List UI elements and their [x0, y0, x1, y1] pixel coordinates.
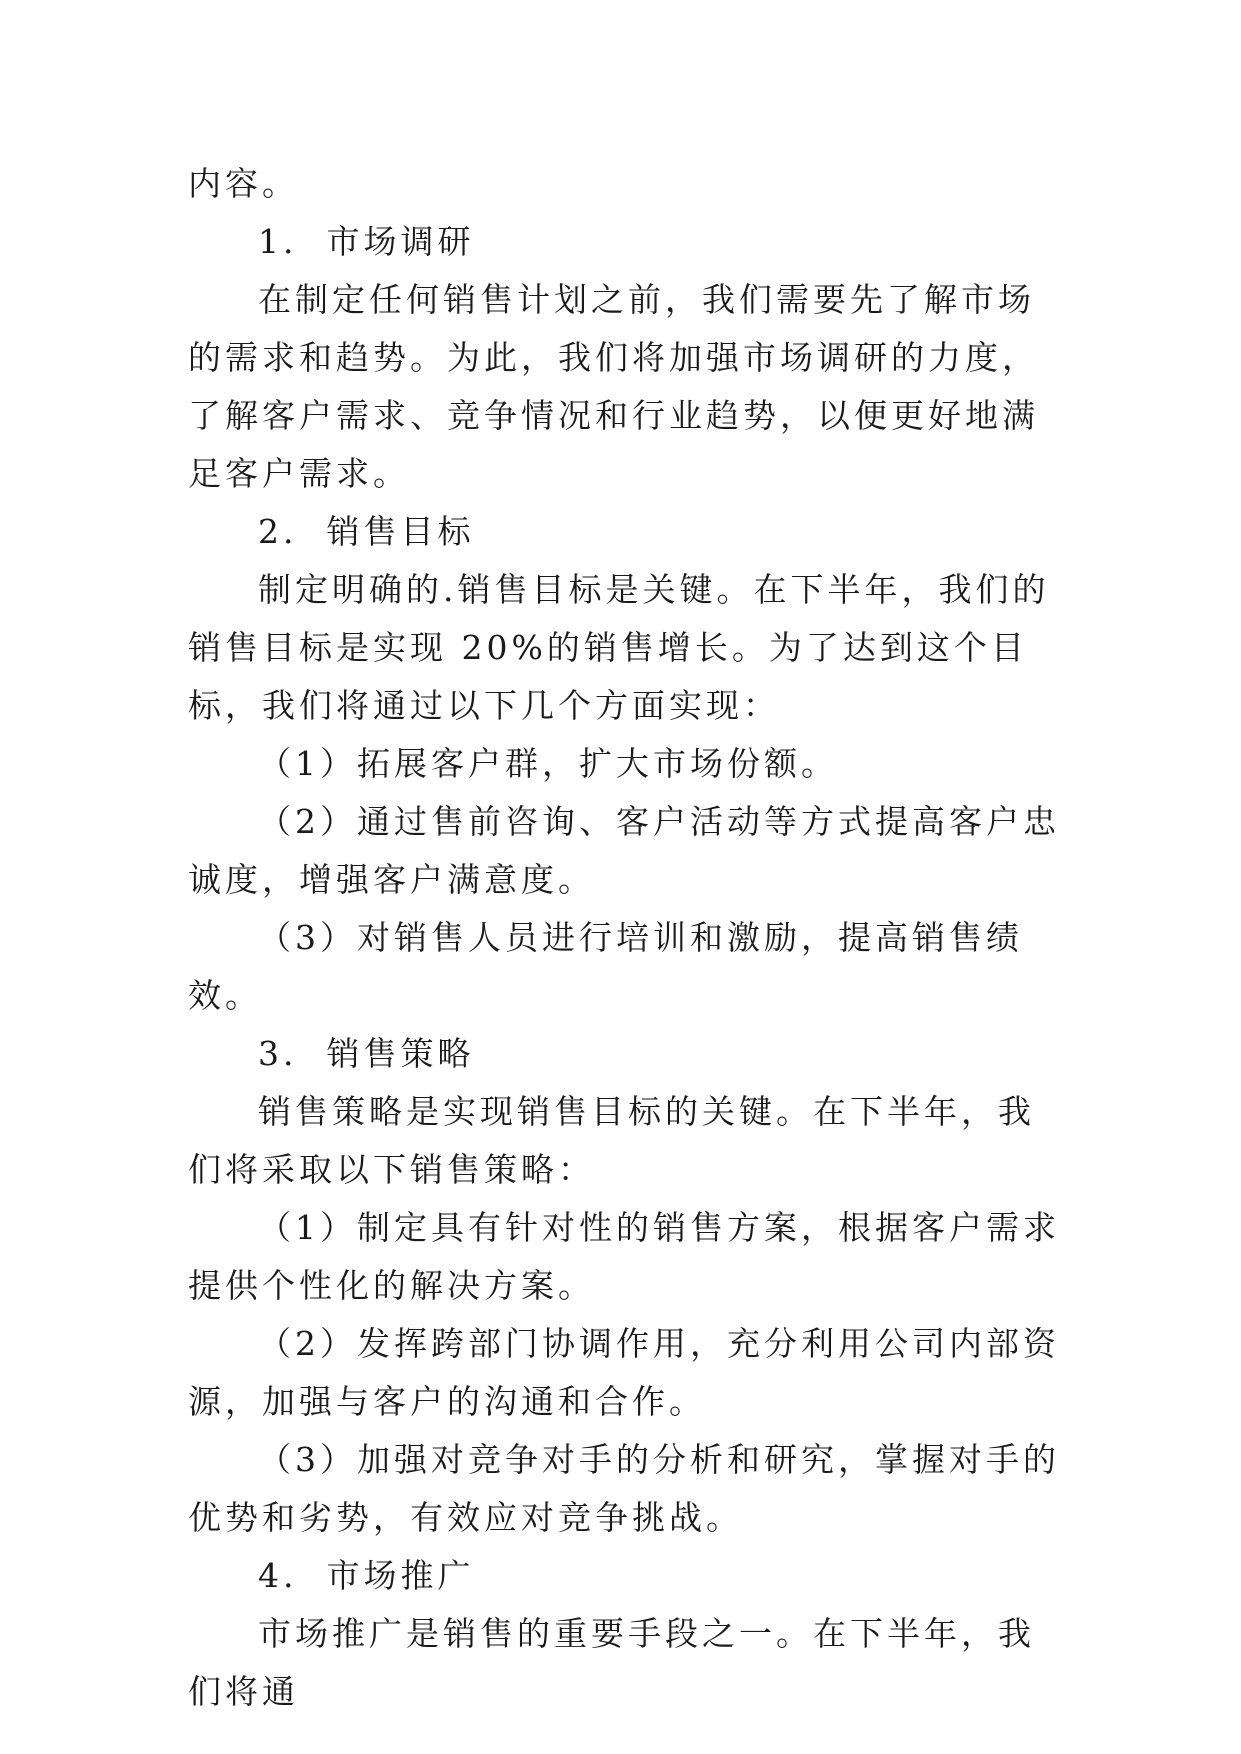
heading-sales-strategy: 3. 销售策略: [258, 1034, 475, 1073]
list-item-target-2: （2）通过售前咨询、客户活动等方式提高客户忠诚度，增强客户满意度。: [188, 802, 1060, 899]
list-item-target-1: （1）拓展客户群，扩大市场份额。: [258, 744, 838, 783]
list-item-strategy-2: （2）发挥跨部门协调作用，充分利用公司内部资源，加强与客户的沟通和合作。: [188, 1324, 1060, 1421]
list-item-strategy-1: （1）制定具有针对性的销售方案，根据客户需求提供个性化的解决方案。: [188, 1208, 1060, 1305]
document-body: [188, 155, 1068, 1721]
heading-sales-target: 2. 销售目标: [258, 512, 475, 551]
paragraph-continuation: 内容。: [188, 164, 299, 203]
list-item-target-3: （3）对销售人员进行培训和激励，提高销售绩效。: [188, 918, 1023, 1015]
paragraph-marketing: 市场推广是销售的重要手段之一。在下半年，我们将通: [188, 1614, 1035, 1711]
list-item-strategy-3: （3）加强对竞争对手的分析和研究，掌握对手的优势和劣势，有效应对竞争挑战。: [188, 1440, 1060, 1537]
heading-market-research: 1. 市场调研: [258, 222, 475, 261]
heading-marketing: 4. 市场推广: [258, 1556, 475, 1595]
paragraph-sales-strategy: 销售策略是实现销售目标的关键。在下半年，我们将采取以下销售策略：: [188, 1092, 1035, 1189]
paragraph-sales-target: 制定明确的.销售目标是关键。在下半年，我们的销售目标是实现 20%的销售增长。为了达到这个目标，我们将通过以下几个方面实现：: [188, 570, 1050, 725]
paragraph-market-research: 在制定任何销售计划之前，我们需要先了解市场的需求和趋势。为此，我们将加强市场调研的力度，了解客户需求、竞争情况和行业趋势，以便更好地满足客户需求。: [188, 280, 1039, 493]
